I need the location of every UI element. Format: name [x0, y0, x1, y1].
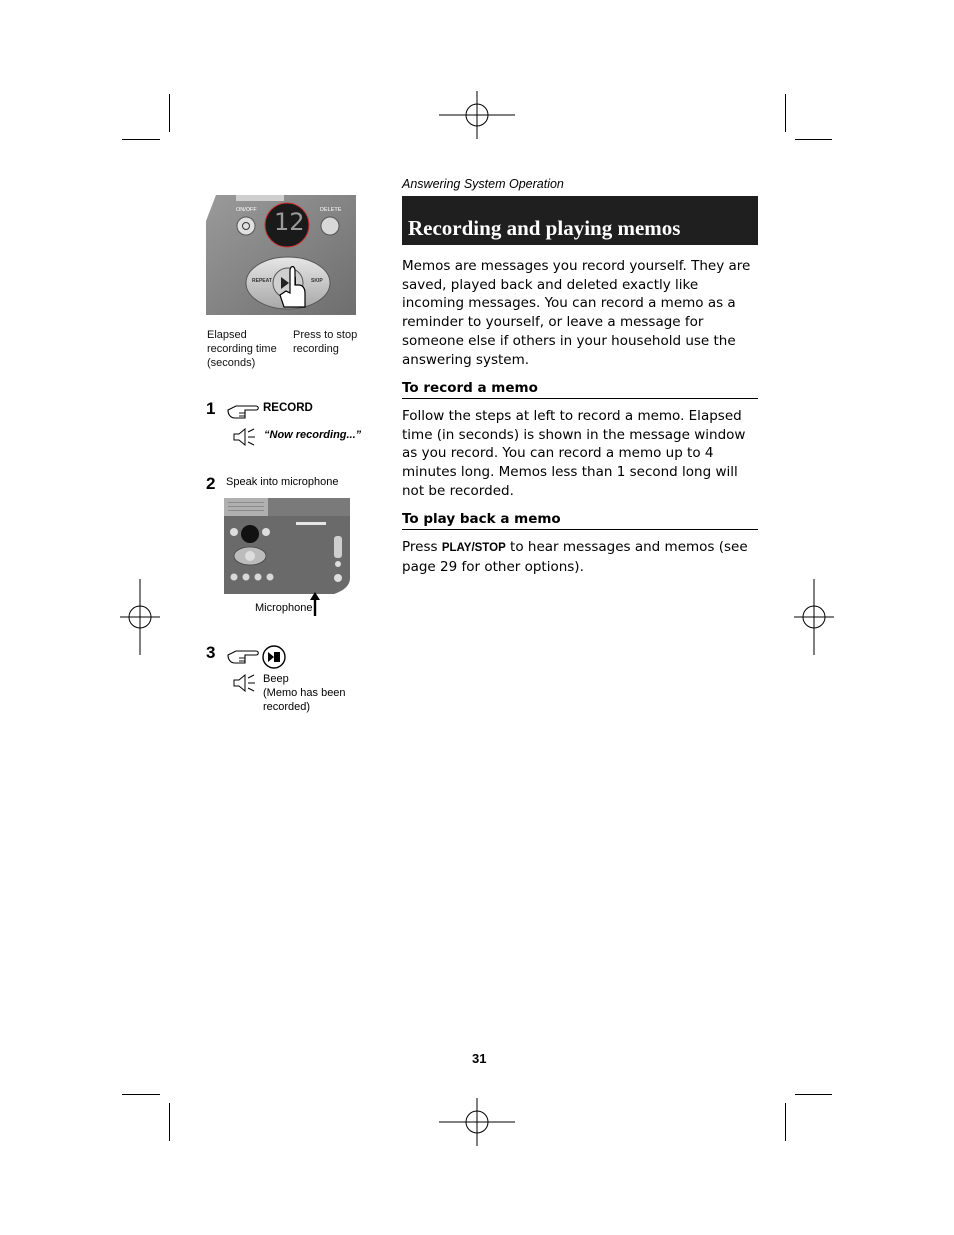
registration-mark-icon: [102, 579, 178, 655]
crop-mark: [785, 94, 786, 132]
record-key-label: RECORD: [263, 402, 313, 414]
message-counter-display: 12: [274, 208, 305, 236]
press-to-stop-caption: Press to stop recording: [293, 329, 358, 355]
pointing-hand-icon: [226, 646, 260, 666]
skip-label: SKIP: [311, 278, 323, 284]
step-3-number: 3: [206, 643, 216, 662]
pointing-hand-icon: [226, 401, 260, 421]
registration-mark-icon: [439, 77, 515, 153]
crop-mark: [122, 1094, 160, 1095]
play-memo-paragraph: [402, 538, 760, 576]
section-header: Answering System Operation: [402, 177, 564, 191]
press-text: Press: [402, 539, 442, 555]
crop-mark: [795, 139, 832, 140]
registration-mark-icon: [776, 579, 852, 655]
beep-caption: [263, 672, 363, 714]
repeat-label: REPEAT: [252, 278, 272, 284]
play-instructions: to hear messages and memos (see page 29 for other options).: [402, 539, 748, 575]
beep-label: Beep: [263, 673, 289, 685]
now-recording-prompt: “Now recording...”: [264, 429, 362, 441]
step-1-number: 1: [206, 399, 216, 418]
title-bar: [402, 196, 758, 245]
record-memo-paragraph: Follow the steps at left to record a memo. Elapsed time (in seconds) is shown in the message window as you record. You can record a memo up to 4 minutes long. Memos less than 1 second long will not be recorded.: [402, 408, 746, 499]
play-memo-heading: To play back a memo: [402, 511, 758, 530]
crop-mark: [122, 139, 160, 140]
crop-mark: [169, 94, 170, 132]
elapsed-time-caption: Elapsed recording time (seconds): [207, 329, 277, 369]
answering-machine-base-figure: [224, 498, 356, 594]
delete-label: DELETE: [320, 207, 342, 213]
speaker-icon: [232, 674, 256, 692]
registration-mark-icon: [439, 1084, 515, 1160]
arrow-up-icon: [309, 592, 321, 616]
microphone-label: Microphone: [255, 602, 313, 614]
speaker-icon: [232, 428, 256, 446]
page-title: Recording and playing memos: [408, 216, 681, 240]
speak-into-microphone-text: Speak into microphone: [226, 476, 339, 488]
on-off-label: ON/OFF: [236, 207, 257, 213]
record-memo-heading: To record a memo: [402, 380, 758, 399]
play-stop-key-label: PLAY/STOP: [441, 542, 506, 554]
page-number: 31: [472, 1051, 487, 1066]
play-stop-icon: [262, 645, 286, 669]
crop-mark: [795, 1094, 832, 1095]
crop-mark: [785, 1103, 786, 1141]
crop-mark: [169, 1103, 170, 1141]
beep-note: (Memo has been recorded): [263, 687, 346, 713]
intro-paragraph: Memos are messages you record yourself. They are saved, played back and deleted exactly like incoming messages. You can record a memo as a reminder to yourself, or leave a message for someone else if others in your household use the answering system.: [402, 258, 751, 368]
step-2-number: 2: [206, 474, 216, 493]
